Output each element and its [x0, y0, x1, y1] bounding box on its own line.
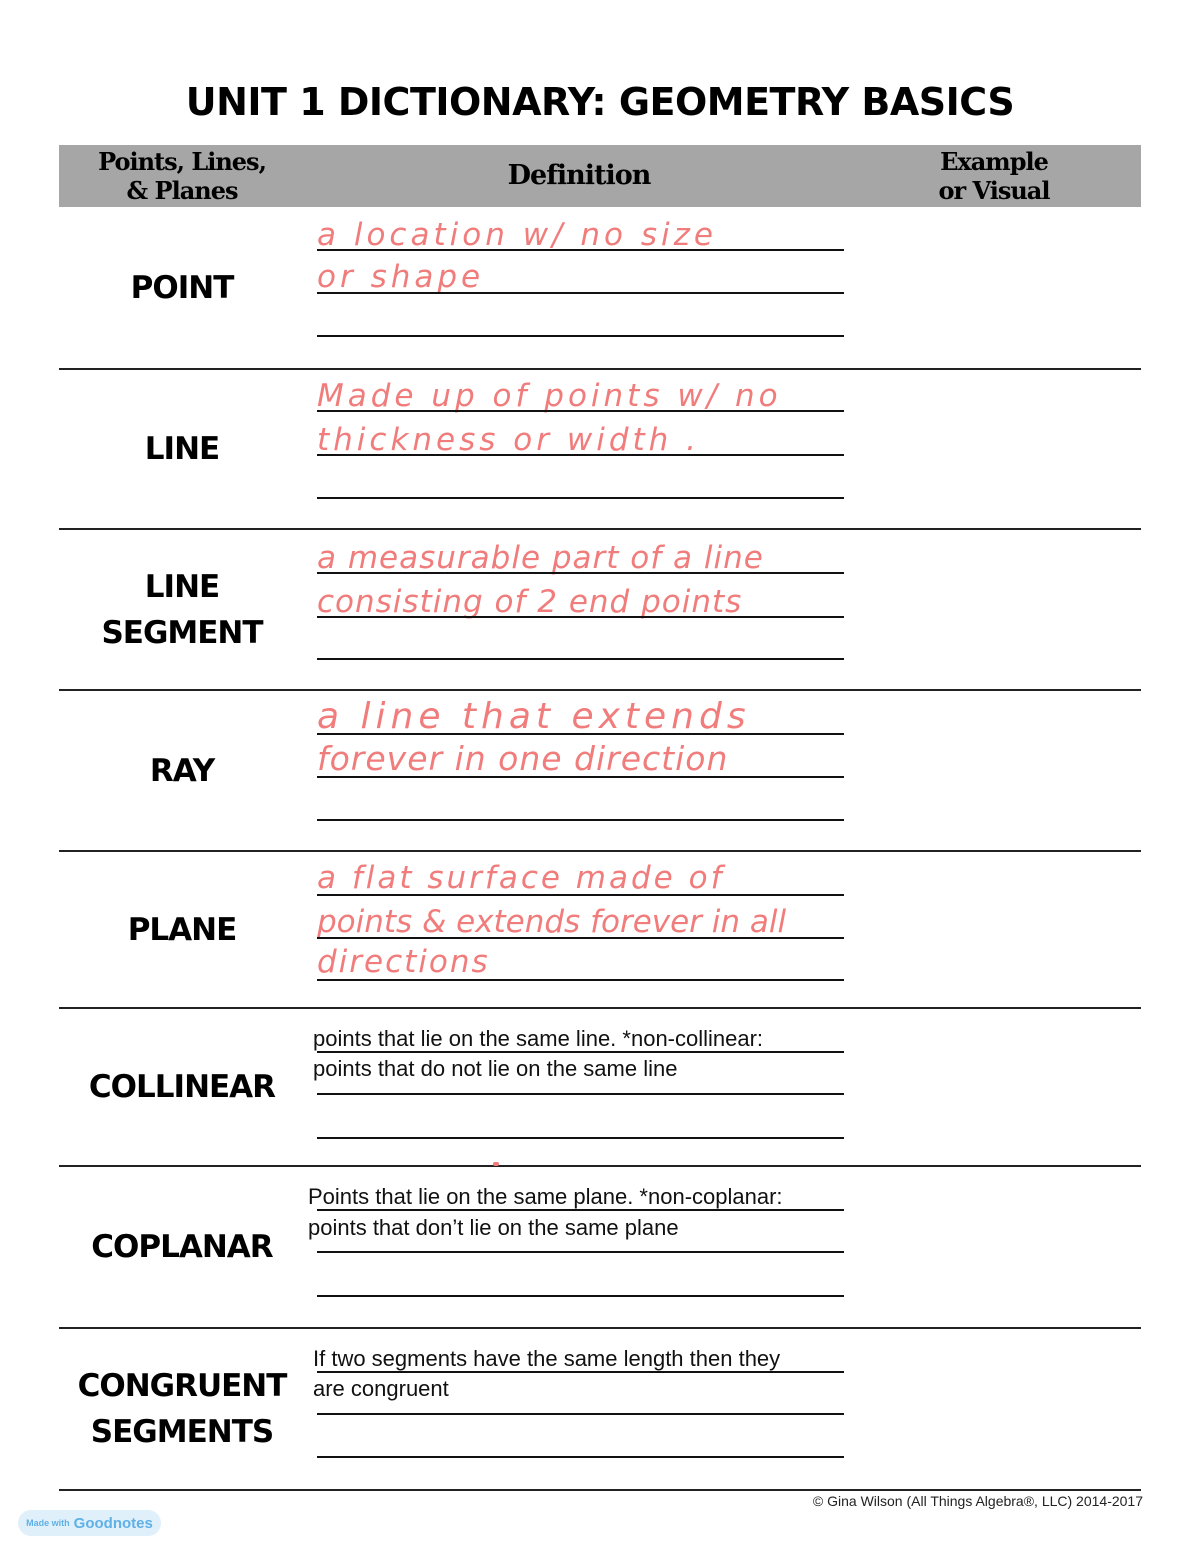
- writing-line[interactable]: [317, 249, 844, 251]
- term-cell: [59, 207, 305, 368]
- ink-dot: [493, 1162, 499, 1166]
- term-label: POINT: [130, 269, 234, 306]
- typed-definition-line: points that do not lie on the same line: [313, 1056, 678, 1081]
- typed-definition-line: points that don’t lie on the same plane: [308, 1215, 679, 1240]
- handwritten-definition-line: Made up of points w/ no: [317, 378, 782, 414]
- writing-line[interactable]: [317, 819, 844, 821]
- writing-line[interactable]: [317, 1251, 844, 1253]
- table-header: [59, 145, 1141, 207]
- typed-definition-line: If two segments have the same length then they: [313, 1346, 781, 1371]
- typed-definition-line: points that lie on the same line. *non-collinear:: [313, 1026, 764, 1051]
- handwritten-definition-line: forever in one direction: [317, 739, 729, 778]
- header-example: [909, 147, 1079, 205]
- page-title: UNIT 1 DICTIONARY: GEOMETRY BASICS: [185, 80, 1015, 124]
- writing-line[interactable]: [317, 733, 844, 735]
- writing-line[interactable]: [317, 658, 844, 660]
- handwritten-definition-line: a flat surface made of: [317, 860, 725, 896]
- writing-line[interactable]: [317, 1371, 844, 1373]
- writing-line[interactable]: [317, 572, 844, 574]
- writing-line[interactable]: [317, 1295, 844, 1297]
- handwritten-definition-line: a line that extends: [317, 696, 751, 737]
- table-row-coplanar: [59, 1167, 1141, 1329]
- handwritten-definition-line: points & extends forever in all: [317, 904, 787, 940]
- term-cell: [59, 1329, 305, 1489]
- header-terms-line2: & Planes: [126, 176, 238, 205]
- writing-line[interactable]: [317, 1137, 844, 1139]
- table-row-plane: [59, 852, 1141, 1009]
- table-row-line: [59, 370, 1141, 530]
- writing-line[interactable]: [317, 292, 844, 294]
- term-label: COPLANAR: [91, 1229, 273, 1265]
- copyright-footer: © Gina Wilson (All Things Algebra®, LLC) 2014-2017: [812, 1493, 1143, 1509]
- table-row-ray: [59, 691, 1141, 852]
- header-definition: Definition: [507, 160, 651, 191]
- writing-line[interactable]: [317, 1051, 844, 1053]
- writing-line[interactable]: [317, 894, 844, 896]
- term-cell: [59, 852, 305, 1007]
- term-cell: [59, 691, 305, 850]
- header-example-line1: Example: [940, 147, 1048, 176]
- writing-line[interactable]: [317, 616, 844, 618]
- writing-line[interactable]: [317, 937, 844, 939]
- table-row-point: [59, 207, 1141, 370]
- writing-line[interactable]: [317, 454, 844, 456]
- typed-definition-line: Points that lie on the same plane. *non-coplanar:: [308, 1184, 783, 1209]
- writing-line[interactable]: [317, 776, 844, 778]
- goodnotes-badge[interactable]: [18, 1510, 161, 1536]
- term-label-line2: SEGMENT: [101, 614, 263, 651]
- term-label: RAY: [149, 752, 215, 789]
- header-terms-line1: Points, Lines,: [98, 147, 266, 176]
- term-label-line1: CONGRUENT: [77, 1368, 287, 1404]
- term-cell: [59, 530, 305, 689]
- badge-brand-text: Goodnotes: [73, 1514, 153, 1532]
- term-label: COLLINEAR: [88, 1069, 276, 1105]
- handwritten-definition-line: or shape: [317, 259, 485, 295]
- term-cell: [59, 1167, 305, 1327]
- writing-line[interactable]: [317, 979, 844, 981]
- table-row-collinear: [59, 1009, 1141, 1167]
- writing-line[interactable]: [317, 1413, 844, 1415]
- term-label: PLANE: [127, 911, 237, 948]
- term-label: LINE: [144, 431, 220, 467]
- term-cell: [59, 370, 305, 528]
- writing-line[interactable]: [317, 335, 844, 337]
- handwritten-definition-line: a measurable part of a line: [317, 540, 764, 576]
- writing-line[interactable]: [317, 1209, 844, 1211]
- header-example-line2: or Visual: [938, 176, 1050, 205]
- term-cell: [59, 1009, 305, 1165]
- term-label-line1: LINE: [144, 568, 220, 605]
- writing-line[interactable]: [317, 1456, 844, 1458]
- writing-line[interactable]: [317, 410, 844, 412]
- handwritten-definition-line: thickness or width .: [317, 422, 701, 458]
- handwritten-definition-line: directions: [317, 944, 490, 980]
- writing-line[interactable]: [317, 497, 844, 499]
- writing-line[interactable]: [317, 1093, 844, 1095]
- typed-definition-line: are congruent: [313, 1376, 449, 1401]
- term-label-line2: SEGMENTS: [90, 1414, 274, 1450]
- table-row-line-segment: [59, 530, 1141, 691]
- handwritten-definition-line: consisting of 2 end points: [317, 584, 743, 620]
- table-row-congruent-segments: [59, 1329, 1141, 1491]
- handwritten-definition-line: a location w/ no size: [317, 217, 717, 253]
- header-terms: [59, 147, 305, 205]
- badge-small-text: Made with: [26, 1518, 70, 1528]
